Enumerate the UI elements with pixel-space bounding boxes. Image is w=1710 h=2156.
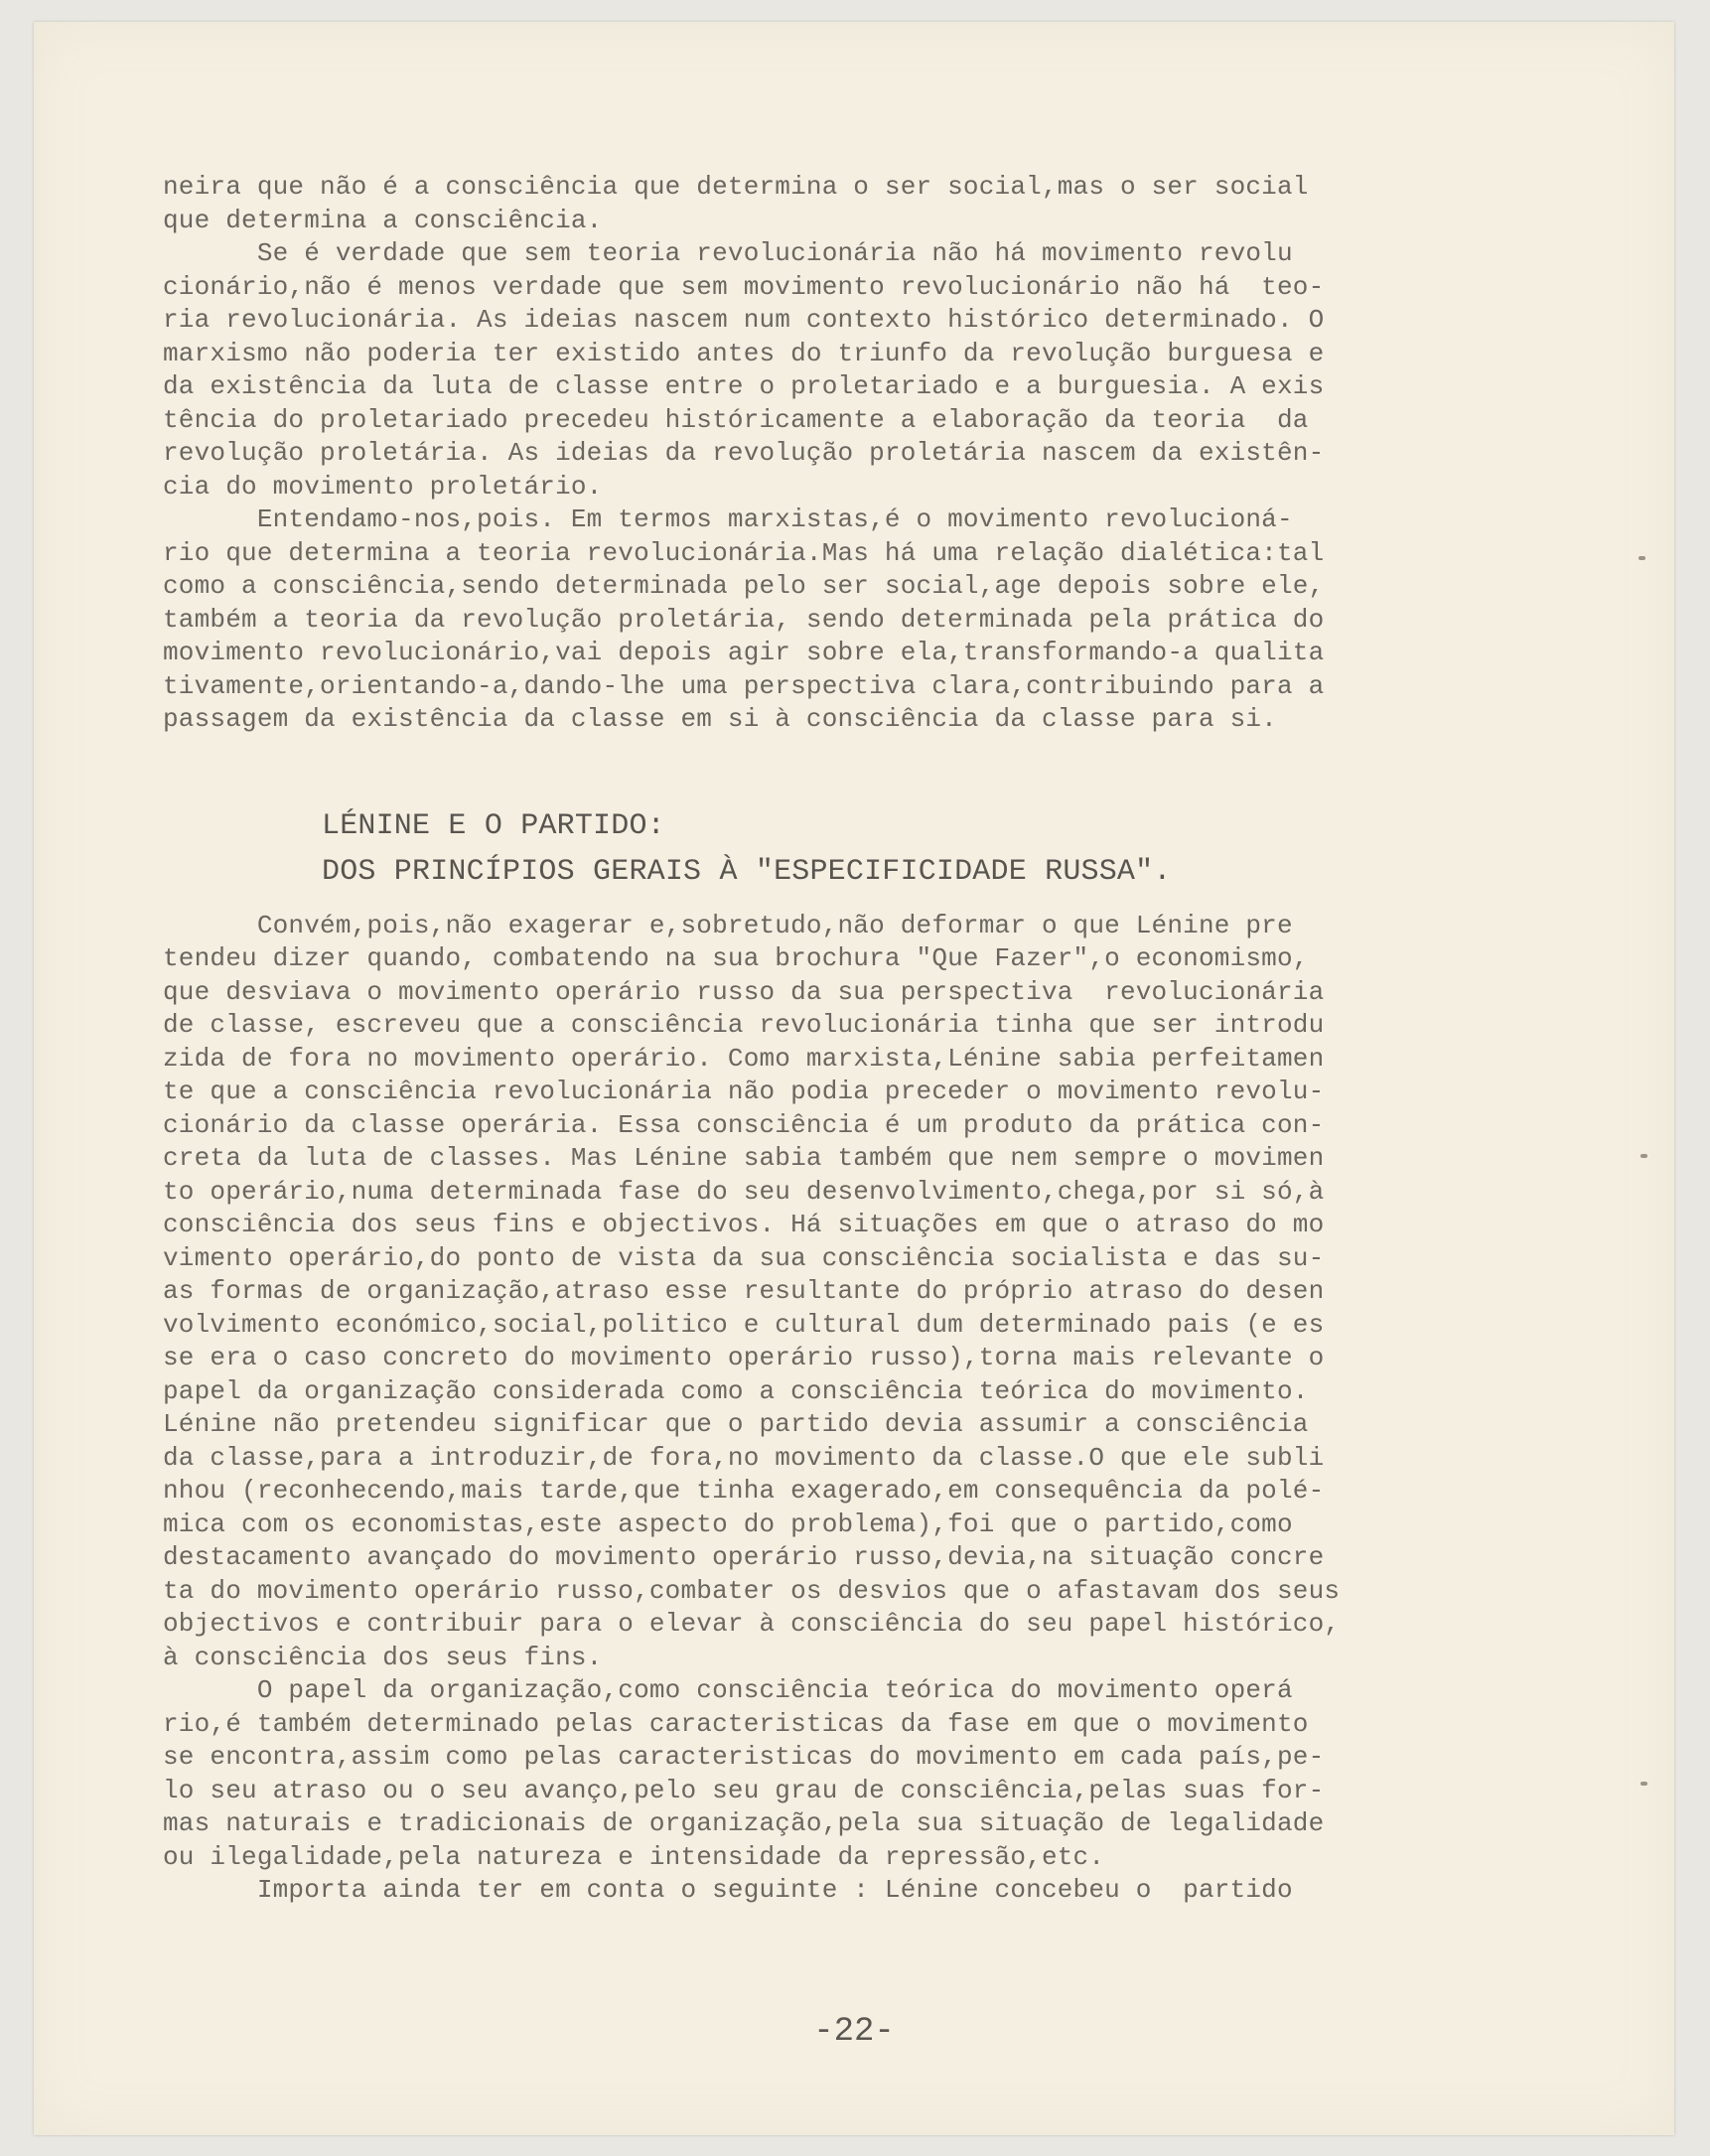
text-line: revolução proletária. As ideias da revolução proletária nascem da existên- bbox=[163, 438, 1325, 468]
text-line: zida de fora no movimento operário. Como marxista,Lénine sabia perfeitamen bbox=[163, 1043, 1325, 1074]
heading-line: DOS PRINCÍPIOS GERAIS À "ESPECIFICIDADE RUSSA". bbox=[322, 854, 1172, 889]
text-line: cionário,não é menos verdade que sem movimento revolucionário não há teo- bbox=[163, 271, 1325, 302]
text-line: movimento revolucionário,vai depois agir sobre ela,transformando-a qualita bbox=[163, 638, 1325, 667]
text-line: as formas de organização,atraso esse resultante do próprio atraso do desen bbox=[163, 1276, 1325, 1306]
text-line: tência do proletariado precedeu históricamente a elaboração da teoria da bbox=[163, 404, 1309, 435]
paragraph bbox=[163, 503, 1484, 737]
text-line: se encontra,assim como pelas caracteristicas do movimento em cada país,pe- bbox=[163, 1742, 1325, 1772]
text-line: ou ilegalidade,pela natureza e intensidade da repressão,etc. bbox=[163, 1841, 1105, 1872]
text-line: marxismo não poderia ter existido antes do triunfo da revolução burguesa e bbox=[163, 338, 1325, 368]
paper-speck bbox=[1640, 1154, 1647, 1158]
text-line: vimento operário,do ponto de vista da sua consciência socialista e das su- bbox=[163, 1242, 1325, 1273]
text-line: rio que determina a teoria revolucionária.Mas há uma relação dialética:tal bbox=[163, 537, 1325, 568]
text-line: da classe,para a introduzir,de fora,no movimento da classe.O que ele subli bbox=[163, 1442, 1325, 1473]
text-line: mica com os economistas,este aspecto do problema),foi que o partido,como bbox=[163, 1509, 1293, 1539]
text-line: to operário,numa determinada fase do seu desenvolvimento,chega,por si só,à bbox=[163, 1176, 1325, 1207]
text-line: de classe, escreveu que a consciência revolucionária tinha que ser introdu bbox=[163, 1010, 1325, 1040]
text-line: Se é verdade que sem teoria revolucionária não há movimento revolu bbox=[163, 238, 1293, 268]
text-line: papel da organização considerada como a consciência teórica do movimento. bbox=[163, 1375, 1309, 1406]
paper-sheet bbox=[34, 22, 1674, 2135]
text-line: nhou (reconhecendo,mais tarde,que tinha exagerado,em consequência da polé- bbox=[163, 1476, 1325, 1506]
text-line: como a consciência,sendo determinada pelo ser social,age depois sobre ele, bbox=[163, 571, 1325, 601]
paragraph bbox=[163, 237, 1484, 503]
page-number: -22- bbox=[813, 2013, 895, 2051]
text-line: Importa ainda ter em conta o seguinte : Lénine concebeu o partido bbox=[163, 1875, 1293, 1905]
paragraph bbox=[163, 1874, 1484, 1908]
text-line: que desviava o movimento operário russo da sua perspectiva revolucionária bbox=[163, 976, 1325, 1007]
text-line: O papel da organização,como consciência teórica do movimento operá bbox=[163, 1675, 1293, 1705]
text-line: à consciência dos seus fins. bbox=[163, 1642, 603, 1672]
text-line: ta do movimento operário russo,combater os desvios que o afastavam dos seus bbox=[163, 1575, 1341, 1606]
text-line: que determina a consciência. bbox=[163, 205, 603, 235]
paragraph bbox=[163, 171, 1484, 237]
text-line: lo seu atraso ou o seu avanço,pelo seu grau de consciência,pelas suas for- bbox=[163, 1775, 1325, 1805]
text-line: da existência da luta de classe entre o proletariado e a burguesia. A exis bbox=[163, 371, 1325, 401]
text-line: tivamente,orientando-a,dando-lhe uma perspectiva clara,contribuindo para a bbox=[163, 670, 1325, 701]
text-line: volvimento económico,social,politico e cultural dum determinado pais (e es bbox=[163, 1309, 1325, 1340]
text-line: objectivos e contribuir para o elevar à consciência do seu papel histórico, bbox=[163, 1609, 1341, 1639]
text-line: mas naturais e tradicionais de organização,pela sua situação de legalidade bbox=[163, 1808, 1325, 1838]
text-line: creta da luta de classes. Mas Lénine sabia também que nem sempre o movimen bbox=[163, 1143, 1325, 1173]
text-line: destacamento avançado do movimento operário russo,devia,na situação concre bbox=[163, 1542, 1325, 1572]
paper-speck bbox=[1639, 556, 1645, 560]
text-line: cionário da classe operária. Essa consciência é um produto da prática con- bbox=[163, 1109, 1325, 1140]
text-line: se era o caso concreto do movimento operário russo),torna mais relevante o bbox=[163, 1343, 1325, 1372]
paragraph bbox=[163, 1674, 1484, 1874]
text-line: Lénine não pretendeu significar que o partido devia assumir a consciência bbox=[163, 1409, 1309, 1439]
text-line: ria revolucionária. As ideias nascem num contexto histórico determinado. O bbox=[163, 305, 1325, 335]
text-line: cia do movimento proletário. bbox=[163, 471, 603, 502]
text-line: Convém,pois,não exagerar e,sobretudo,não deformar o que Lénine pre bbox=[163, 910, 1293, 940]
paragraph bbox=[163, 910, 1484, 1675]
text-line: te que a consciência revolucionária não podia preceder o movimento revolu- bbox=[163, 1077, 1325, 1106]
section-heading bbox=[163, 810, 1484, 902]
page-body bbox=[163, 171, 1484, 1908]
paper-speck bbox=[1640, 1782, 1647, 1786]
text-line: Entendamo-nos,pois. Em termos marxistas,é o movimento revolucioná- bbox=[163, 504, 1293, 534]
text-line: neira que não é a consciência que determina o ser social,mas o ser social bbox=[163, 172, 1309, 202]
text-line: rio,é também determinado pelas caracteristicas da fase em que o movimento bbox=[163, 1708, 1309, 1739]
text-line: consciência dos seus fins e objectivos. Há situações em que o atraso do mo bbox=[163, 1210, 1325, 1239]
text-line: passagem da existência da classe em si à consciência da classe para si. bbox=[163, 704, 1277, 734]
text-line: também a teoria da revolução proletária, sendo determinada pela prática do bbox=[163, 604, 1325, 635]
text-line: tendeu dizer quando, combatendo na sua brochura "Que Fazer",o economismo, bbox=[163, 943, 1309, 973]
heading-line: LÉNINE E O PARTIDO: bbox=[322, 808, 665, 843]
